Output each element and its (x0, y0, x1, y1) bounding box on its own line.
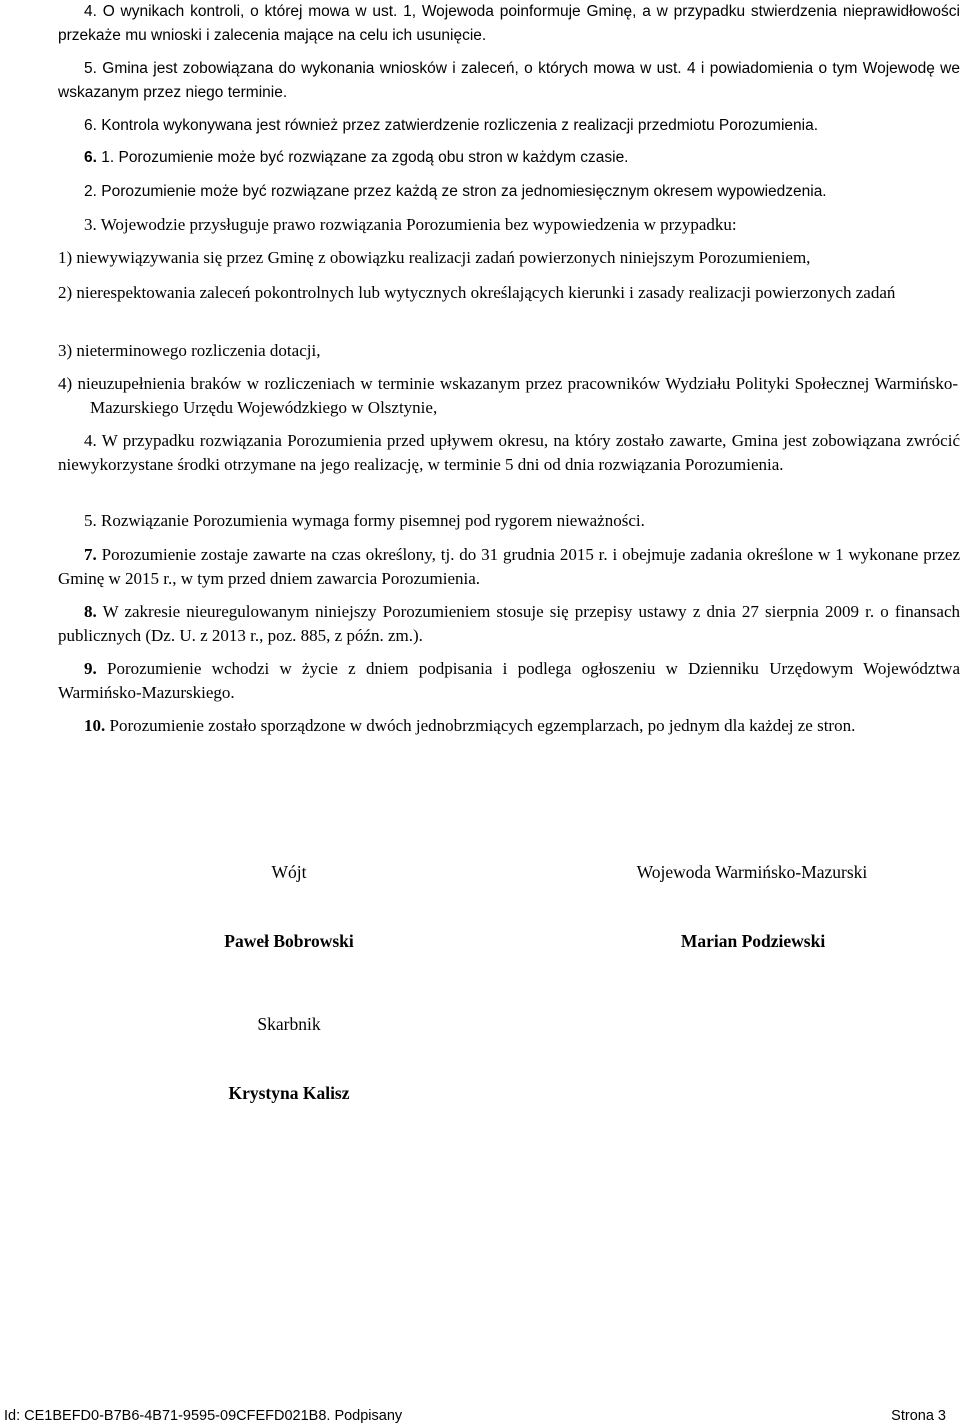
paragraph-4-control-results: 4. O wynikach kontroli, o której mowa w ust. 1, Wojewoda poinformuje Gminę, a w przypadku stwierdzenia nieprawidłowości przekaże mu wnioski i zalecenia mające na celu ich usunięcie. (58, 3, 960, 44)
list-item-1 (58, 246, 958, 270)
signature-role-treasurer: Skarbnik (257, 1014, 321, 1034)
section-10-text: Porozumienie zostało sporządzone w dwóch jednobrzmiących egzemplarzach, po jednym dla każdej ze stron. (105, 716, 856, 735)
signature-role-right: Wojewoda Warmińsko-Mazurski (636, 862, 868, 882)
section-8-text: W zakresie nieuregulowanym niniejszy Porozumieniem stosuje się przepisy ustawy z dnia 27 sierpnia 2009 r. o finansach publicznych (Dz. U. z 2013 r., poz. 885, z późn. zm.). (58, 602, 960, 645)
section-6-point-1-text: 1. Porozumienie może być rozwiązane za zgodą obu stron w każdym czasie. (96, 149, 629, 166)
section-6-number: 6. (84, 149, 97, 166)
section-9-text: Porozumienie wchodzi w życie z dniem podpisania i podlega ogłoszeniu w Dzienniku Urzędowym Województwa Warmińsko-Mazurskiego. (58, 659, 960, 702)
section-6-point-4: 4. W przypadku rozwiązania Porozumienia przed upływem okresu, na który zostało zawarte, Gmina jest zobowiązana zwrócić niewykorzystane środki otrzymane na jego realizację, w terminie 5 dni od dnia rozwiązania Porozumienia. (58, 431, 960, 474)
section-6-point-5: 5. Rozwiązanie Porozumienia wymaga formy pisemnej pod rygorem nieważności. (84, 511, 645, 530)
section-9 (58, 657, 960, 705)
list-item-2-text: 2) nierespektowania zaleceń pokontrolnych lub wytycznych określających kierunki i zasady realizacji powierzonych zadań (58, 283, 896, 302)
page-number: Strona 3 (891, 1408, 946, 1424)
signature-name-left: Paweł Bobrowski (224, 931, 354, 951)
signature-name-right: Marian Podziewski (680, 931, 826, 951)
list-item-3 (58, 339, 960, 363)
section-10-number: 10. (84, 716, 106, 735)
paragraph-6-settlement-control: 6. Kontrola wykonywana jest również przez zatwierdzenie rozliczenia z realizacji przedmiotu Porozumienia. (84, 117, 818, 134)
section-7-number: 7. (84, 545, 97, 564)
list-item-3-text: 3) nieterminowego rozliczenia dotacji, (58, 341, 321, 360)
section-9-number: 9. (84, 659, 97, 678)
list-item-4-text: 4) nieuzupełnienia braków w rozliczeniach w terminie wskazanym przez pracowników Wydziału Polityki Społecznej Warmińsko-Mazurskiego Urzędu Wojewódzkiego w Olsztynie, (58, 374, 958, 417)
paragraph-5-municipality-obligation: 5. Gmina jest zobowiązana do wykonania wniosków i zaleceń, o których mowa w ust. 4 i powiadomienia o tym Wojewodę we wskazanym przez niego terminie. (58, 60, 960, 101)
list-item-4 (58, 372, 958, 420)
document-id-footer: Id: CE1BEFD0-B7B6-4B71-9595-09CFEFD021B8. Podpisany (4, 1408, 403, 1424)
section-10 (58, 714, 960, 738)
list-item-2 (58, 281, 958, 305)
section-7 (58, 543, 960, 591)
section-7-text: Porozumienie zostaje zawarte na czas określony, tj. do 31 grudnia 2015 r. i obejmuje zadania określone w 1 wykonane przez Gminę w 2015 r., w tym przed dniem zawarcia Porozumienia. (58, 545, 960, 588)
section-6-point-3: 3. Wojewodzie przysługuje prawo rozwiązania Porozumienia bez wypowiedzenia w przypadku: (84, 215, 737, 234)
signature-name-treasurer: Krystyna Kalisz (228, 1083, 350, 1103)
signature-role-left: Wójt (271, 862, 307, 882)
section-8-number: 8. (84, 602, 97, 621)
list-item-1-text: 1) niewywiązywania się przez Gminę z obowiązku realizacji zadań powierzonych niniejszym Porozumieniem, (58, 248, 811, 267)
section-6-point-1 (58, 146, 960, 170)
section-6-point-2: 2. Porozumienie może być rozwiązane przez każdą ze stron za jednomiesięcznym okresem wypowiedzenia. (84, 183, 827, 200)
section-8 (58, 600, 960, 648)
